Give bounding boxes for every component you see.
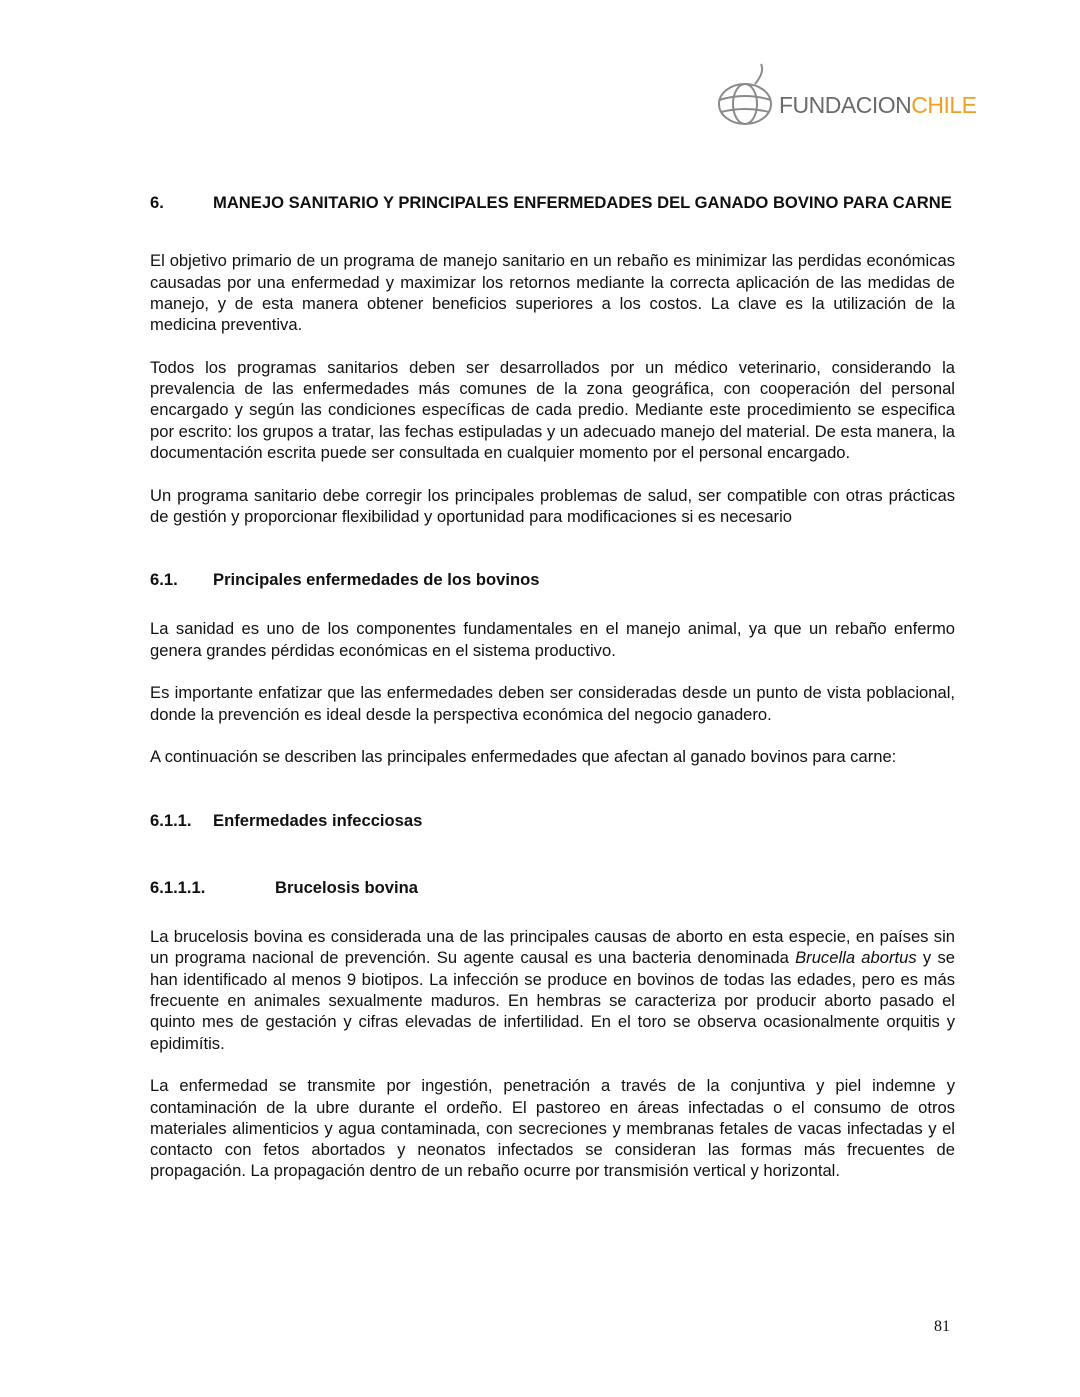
topic-number: 6.1.1.1. bbox=[150, 877, 206, 897]
globe-icon bbox=[715, 62, 779, 132]
paragraph: La enfermedad se transmite por ingestión, penetración a través de la conjuntiva y piel indemne y contaminación de la ubre durante el ordeño. El pastoreo en áreas infectadas o el consumo de otros materiales alimenticios y agua contaminada, con secreciones y membranas fetales de vacas infectadas y el contacto con fetos abortados y neonatos infectados se consideran las formas más frecuentes de propagación. La propagación dentro de un rebaño ocurre por transmisión vertical y horizontal. bbox=[150, 1076, 955, 1181]
topic-title: Brucelosis bovina bbox=[275, 877, 418, 897]
text-segment: La brucelosis bovina es considerada una de las principales causas de aborto en esta especie, en países sin un programa nacional de prevención. Su agente causal es una bacteria denominada bbox=[150, 927, 955, 968]
document-body bbox=[150, 192, 955, 1203]
paragraph: Un programa sanitario debe corregir los principales problemas de salud, ser compatible con otras prácticas de gestión y proporcionar flexibilidad y oportunidad para modificaciones si es necesario bbox=[150, 485, 955, 526]
paragraph: A continuación se describen las principales enfermedades que afectan al ganado bovinos para carne: bbox=[150, 747, 897, 767]
section-title: MANEJO SANITARIO Y PRINCIPALES ENFERMEDADES DEL GANADO BOVINO PARA CARNE bbox=[213, 193, 952, 212]
topic-heading bbox=[150, 877, 955, 898]
fundacion-chile-logo bbox=[715, 62, 977, 132]
paragraph: Es importante enfatizar que las enfermedades deben ser consideradas desde un punto de vista poblacional, donde la prevención es ideal desde la perspectiva económica del negocio ganadero. bbox=[150, 683, 955, 724]
paragraph bbox=[150, 926, 955, 1054]
subsubsection-heading bbox=[150, 810, 955, 831]
subsection-title: Principales enfermedades de los bovinos bbox=[213, 570, 540, 590]
page-number: 81 bbox=[934, 1318, 950, 1335]
subsubsection-title: Enfermedades infecciosas bbox=[213, 810, 423, 830]
subsection-heading bbox=[150, 569, 955, 590]
subsubsection-number: 6.1.1. bbox=[150, 810, 192, 830]
section-number: 6. bbox=[150, 193, 164, 212]
species-name: Brucella abortus bbox=[795, 948, 917, 968]
paragraph: La sanidad es uno de los componentes fundamentales en el manejo animal, ya que un rebaño enfermo genera grandes pérdidas económicas en el sistema productivo. bbox=[150, 619, 955, 660]
section-heading bbox=[150, 192, 955, 213]
subsection-number: 6.1. bbox=[150, 570, 178, 590]
logo-text-fundacion: FUNDACION bbox=[779, 92, 912, 118]
paragraph: El objetivo primario de un programa de manejo sanitario en un rebaño es minimizar las perdidas económicas causadas por una enfermedad y maximizar los retornos mediante la correcta aplicación de las medidas de manejo, y de esta manera obtener beneficios superiores a los costos. La clave es la utilización de la medicina preventiva. bbox=[150, 251, 955, 335]
text-segment: y se han identificado al menos 9 biotipos. La infección se produce en bovinos de todas las edades, pero es más frecuente en animales sexualmente maduros. En hembras se caracteriza por producir aborto pasado el quinto mes de gestación y cifras elevadas de infertilidad. En el toro se observa ocasionalmente orquitis y epidimítis. bbox=[150, 948, 955, 1053]
paragraph: Todos los programas sanitarios deben ser desarrollados por un médico veterinario, considerando la prevalencia de las enfermedades más comunes de la zona geográfica, con cooperación del personal encargado y según las condiciones específicas de cada predio. Mediante este procedimiento se especifica por escrito: los grupos a tratar, las fechas estipuladas y un adecuado manejo del material. De esta manera, la documentación escrita puede ser consultada en cualquier momento por el personal encargado. bbox=[150, 357, 955, 462]
logo-text-chile: CHILE bbox=[911, 92, 977, 118]
